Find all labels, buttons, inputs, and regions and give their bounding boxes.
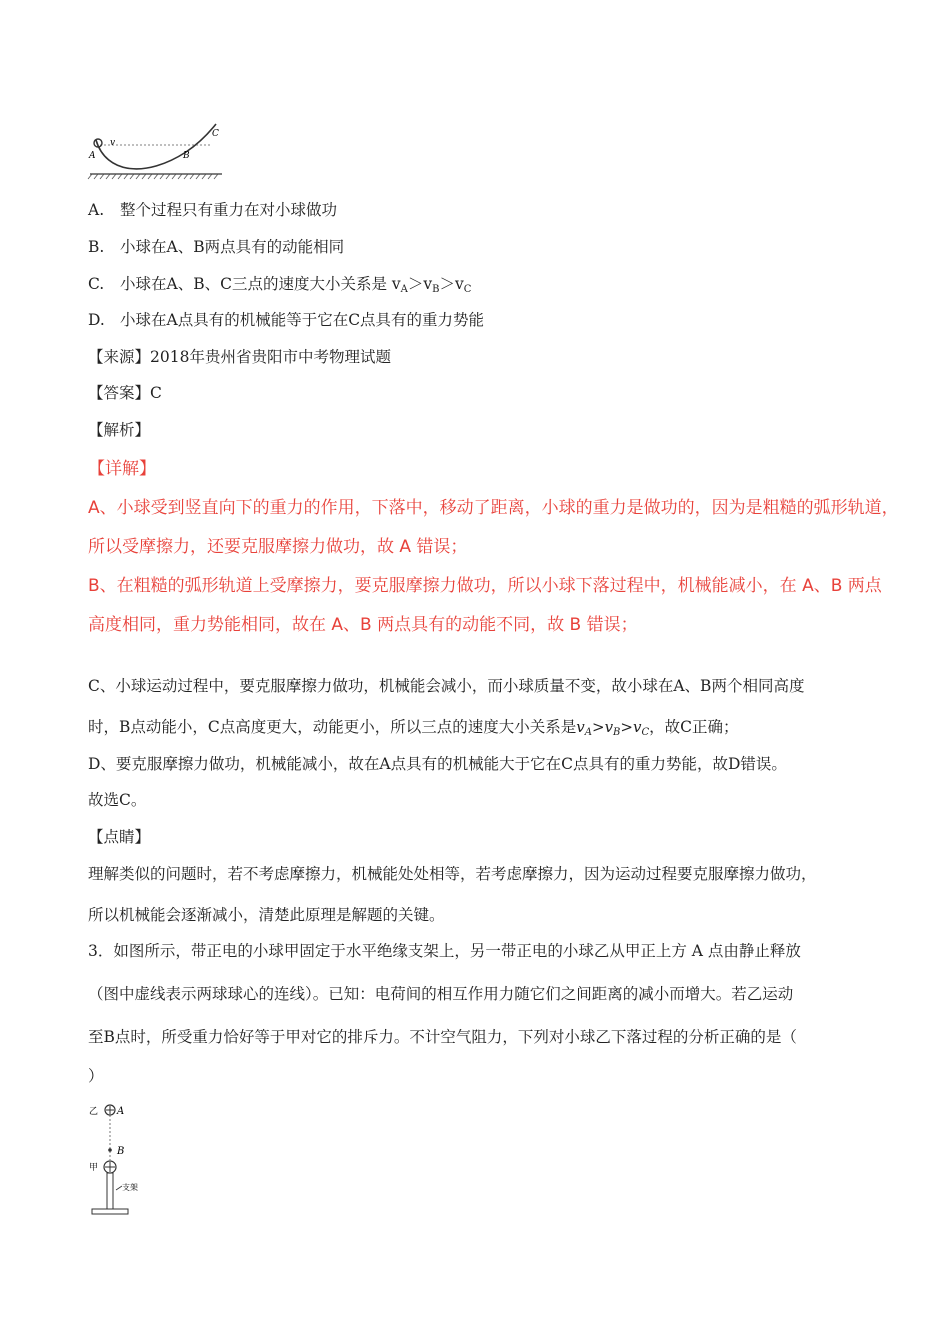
para-c-line-2: 时，B点动能小，C点高度更大，动能更小，所以三点的速度大小关系是$v_A>v_B>v_C$，故C正确； bbox=[88, 718, 739, 738]
option-d: D. 小球在A点具有的机械能等于它在C点具有的重力势能 bbox=[88, 311, 485, 329]
point-line-1: 理解类似的问题时，若不考虑摩擦力，机械能处处相等，若考虑摩擦力，因为运动过程要克服摩擦力做功， bbox=[88, 865, 817, 883]
track-figure bbox=[86, 112, 226, 182]
detail-line-1: A、小球受到竖直向下的重力的作用，下落中，移动了距离，小球的重力是做功的，因为是粗糙的弧形轨道， bbox=[88, 498, 899, 518]
label-b: B bbox=[183, 151, 190, 161]
q3-line-1: 3．如图所示，带正电的小球甲固定于水平绝缘支架上，另一带正电的小球乙从甲正上方 A 点由静止释放 bbox=[88, 942, 801, 960]
q3-line-2: （图中虚线表示两球球心的连线）。已知：电荷间的相互作用力随它们之间距离的减小而增大。若乙运动 bbox=[88, 985, 794, 1003]
label-a: A bbox=[89, 151, 96, 161]
velocity-relation: $v_A>v_B>v_C$ bbox=[576, 718, 650, 738]
answer-line: 【答案】C bbox=[88, 384, 162, 402]
detail-heading: 【详解】 bbox=[88, 459, 156, 479]
para-c-line-1: C、小球运动过程中，要克服摩擦力做功，机械能会减小，而小球质量不变，故小球在A、B两个相同高度 bbox=[88, 677, 805, 695]
detail-line-3: B、在粗糙的弧形轨道上受摩擦力，要克服摩擦力做功，所以小球下落过程中，机械能减小，在 A、B 两点 bbox=[88, 576, 882, 596]
point-heading: 【点睛】 bbox=[88, 828, 151, 846]
label-yi: 乙 bbox=[89, 1107, 99, 1117]
q3-line-3: 至B点时，所受重力恰好等于甲对它的排斥力。不计空气阻力，下列对小球乙下落过程的分析正确的是（ bbox=[88, 1028, 797, 1046]
option-c: C. 小球在A、B、C三点的速度大小关系是 $v_A>v_B>v_C$ bbox=[88, 275, 472, 295]
choose-line: 故选C。 bbox=[88, 791, 147, 809]
analysis-heading: 【解析】 bbox=[88, 421, 151, 439]
option-a: A. 整个过程只有重力在对小球做功 bbox=[88, 201, 338, 219]
detail-line-4: 高度相同，重力势能相同，故在 A、B 两点具有的动能不同，故 B 错误； bbox=[88, 615, 638, 635]
label-stand: 支架 bbox=[122, 1183, 138, 1192]
detail-line-2: 所以受摩擦力，还要克服摩擦力做功，故 A 错误； bbox=[88, 537, 468, 557]
stand-post bbox=[107, 1173, 113, 1209]
label-b2: B bbox=[117, 1146, 125, 1157]
source-line: 【来源】2018年贵州省贵阳市中考物理试题 bbox=[88, 348, 391, 366]
ground-hatch bbox=[88, 174, 218, 179]
charged-balls-figure bbox=[86, 1098, 156, 1222]
point-b bbox=[108, 1148, 112, 1152]
point-line-2: 所以机械能会逐渐减小，清楚此原理是解题的关键。 bbox=[88, 906, 445, 924]
option-b: B. 小球在A、B两点具有的动能相同 bbox=[88, 238, 345, 256]
label-v: v bbox=[110, 138, 116, 148]
para-d: D、要克服摩擦力做功，机械能减小，故在A点具有的机械能大于它在C点具有的重力势能，故D错误。 bbox=[88, 755, 787, 773]
stand-base bbox=[92, 1209, 128, 1214]
label-jia: 甲 bbox=[89, 1163, 99, 1173]
q3-line-4: ） bbox=[88, 1067, 104, 1085]
label-a2: A bbox=[117, 1106, 125, 1117]
label-c: C bbox=[212, 129, 219, 139]
